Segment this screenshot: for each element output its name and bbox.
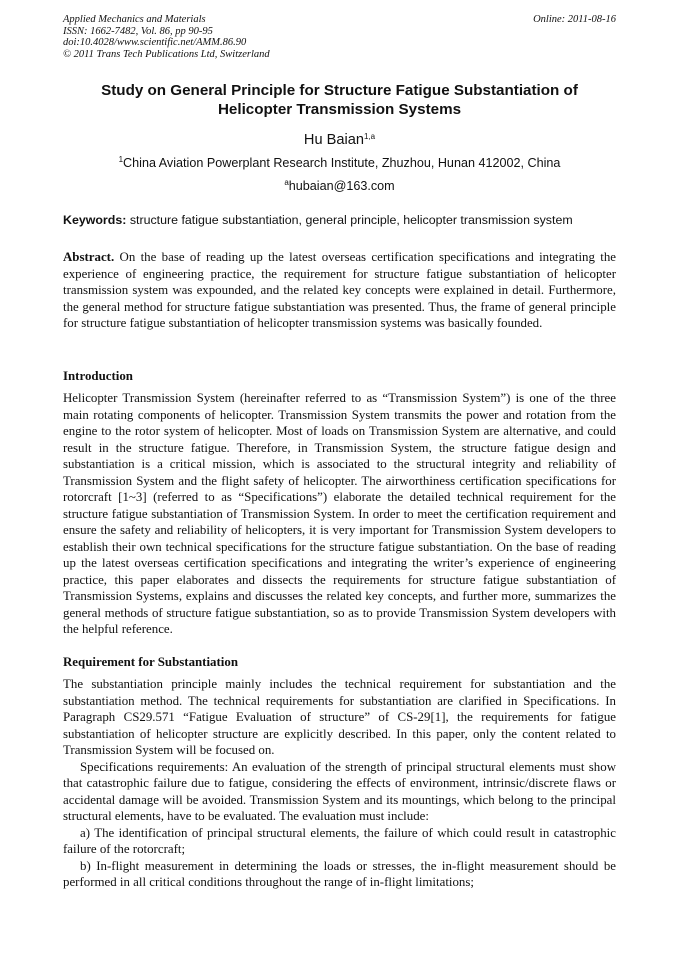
- requirement-list-item: b) In-flight measurement in determining the loads or stresses, the in-flight measurement should be performed in all critical conditions throughout the range of in-flight limitations;: [63, 858, 616, 889]
- paper-title: Study on General Principle for Structure Fatigue Substantiation of Helicopter Transmission Systems: [101, 82, 578, 118]
- abstract-label: Abstract.: [63, 250, 115, 264]
- abstract-text: On the base of reading up the latest overseas certification specifications and integrating the experience of engineering practice, the requirement for structure fatigue substantiation of helicopter transmission system was expounded, and the related key concepts were explained in detail. Furthermore, the general method for structure fatigue substantiation was presented. Thus, the frame of general principle for structure fatigue substantiation of helicopter transmission systems was basically founded.: [63, 250, 616, 330]
- affiliation-line: [63, 155, 616, 171]
- keywords-label: Keywords:: [63, 213, 127, 227]
- email-superscript: a: [284, 178, 289, 187]
- email-line: [63, 178, 616, 194]
- keywords: [63, 212, 616, 228]
- requirement-section: [63, 676, 616, 891]
- online-date: Online: 2011-08-16: [533, 14, 616, 25]
- requirement-paragraph: Specifications requirements: An evaluation of the strength of principal structural elements must show that catastrophic failure due to fatigue, considering the effects of environment, intrinsic/discrete flaws or accidental damage will be avoided. Transmission System and its mountings, which belong to the principal structural elements, have to be evaluated. The evaluation must include:: [63, 759, 616, 823]
- journal-name: Applied Mechanics and Materials: [63, 14, 206, 25]
- journal-header: [63, 14, 616, 60]
- author-email[interactable]: hubaian@163.com: [288, 179, 395, 193]
- introduction-paragraph: [63, 390, 616, 638]
- section-heading-requirement: Requirement for Substantiation: [63, 655, 238, 669]
- affiliation-text: China Aviation Powerplant Research Institute, Zhuzhou, Hunan 412002, China: [123, 156, 561, 170]
- author-name: Hu Baian: [303, 132, 364, 148]
- affiliation-superscript: 1: [118, 155, 124, 164]
- abstract: [63, 249, 616, 332]
- requirement-paragraph: The substantiation principle mainly includes the technical requirement for substantiation and the substantiation method. The technical requirements for substantiation are clarified in Specifications. In Paragraph CS29.571 “Fatigue Evaluation of structure” of CS-29[1], the requirements for fatigue substantiation of helicopter structure are explicitly described. In this paper, only the content related to Transmission System will be focused on.: [63, 677, 616, 757]
- journal-issn: ISSN: 1662-7482, Vol. 86, pp 90-95: [63, 25, 213, 37]
- keywords-text: structure fatigue substantiation, general principle, helicopter transmission system: [129, 213, 573, 227]
- author-line: [63, 131, 616, 149]
- introduction-text: Helicopter Transmission System (hereinafter referred to as “Transmission System”) is one of the three main rotating components of helicopter. Transmission System transmits the power and rotation from the engine to the rotor system of helicopter. Most of loads on Transmission System are alternative, and could result in the structure fatigue. Therefore, in Transmission System, the structure fatigue design and substantiation is a critical mission, which is associated to the structural integrity and reliability of Transmission System and the flight safety of helicopter. The airworthiness certification specifications for rotorcraft [1~3] (referred to as “Specifications”) elaborate the detailed technical requirement for the structure fatigue substantiation of Transmission System. In order to meet the certification requirement and ensure the safety and reliability of helicopters, it is very important for Transmission System developers to establish their own technical specifications for the structure fatigue substantiation. On the base of reading up the latest overseas certification specifications and integrating the writer’s experience of engineering practice, this paper elaborates and dissects the requirements for structure fatigue substantiation of Transmission Systems, explains and discusses the related key concepts, and further more, summarizes the general methods of structure fatigue substantiation, so as to provide Transmission System developers with the helpful reference.: [63, 391, 616, 636]
- journal-doi: doi:10.4028/www.scientific.net/AMM.86.90: [63, 37, 247, 49]
- section-heading-introduction: Introduction: [63, 369, 133, 383]
- requirement-list-item: a) The identification of principal structural elements, the failure of which could result in catastrophic failure of the rotorcraft;: [63, 825, 616, 856]
- journal-copyright: © 2011 Trans Tech Publications Ltd, Switzerland: [63, 48, 270, 60]
- author-superscript: 1,a: [363, 132, 376, 141]
